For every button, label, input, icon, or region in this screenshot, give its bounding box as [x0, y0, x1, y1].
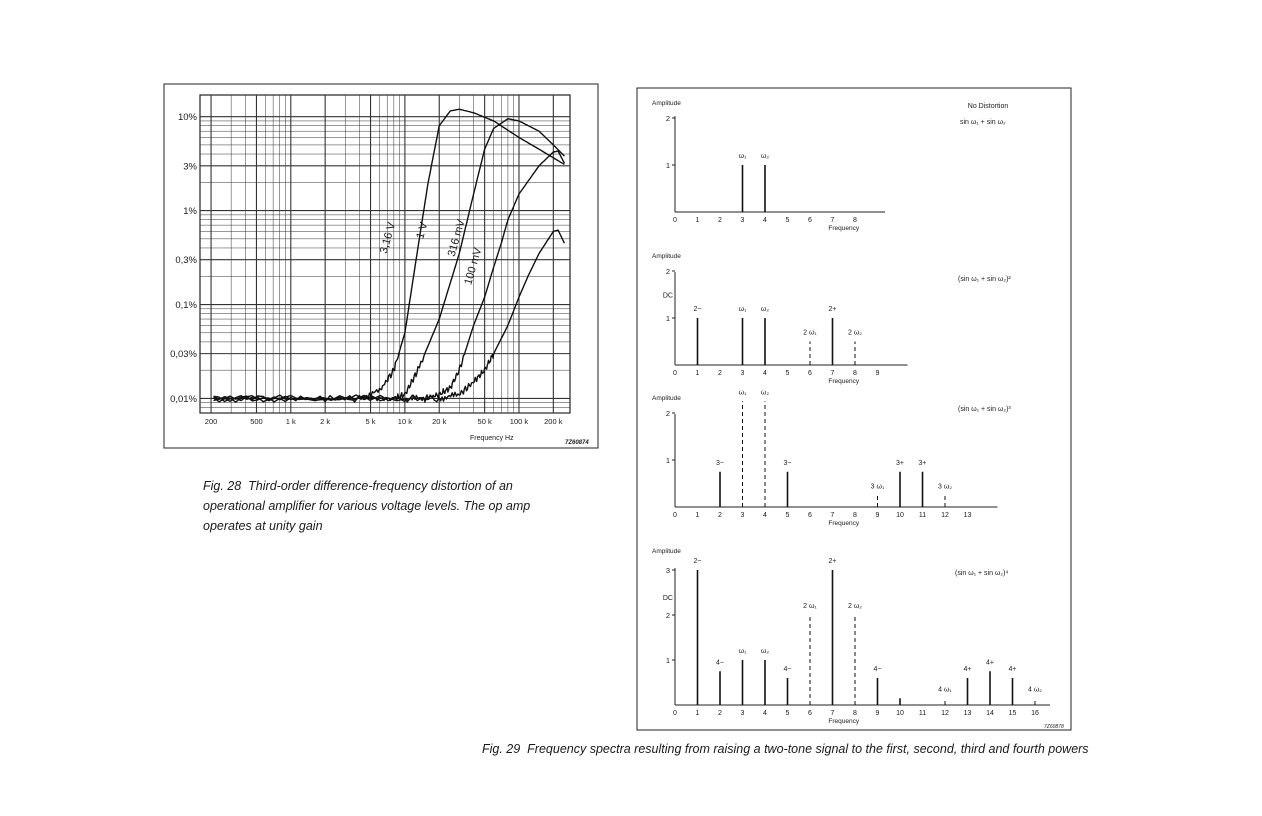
fig29-x-tick-label: 16	[1031, 710, 1039, 717]
fig28-y-tick-label: 3%	[183, 161, 197, 173]
fig29-line-label: 3 ω₁	[870, 483, 885, 491]
fig29-line-label: ω₂	[760, 389, 770, 397]
fig29-x-tick-label: 11	[918, 710, 927, 717]
fig29-x-tick-label: 7	[830, 370, 835, 377]
fig28-series-label: 316 mV	[445, 218, 468, 258]
fig29-x-tick-label: 2	[718, 217, 722, 224]
fig29-x-tick-label: 8	[853, 710, 857, 717]
fig28-y-tick-label: 0,03%	[170, 349, 197, 361]
fig29-x-tick-label: 14	[986, 710, 994, 717]
fig29-x-tick-label: 8	[853, 370, 857, 377]
fig29-caption	[482, 741, 1122, 757]
fig29-x-tick-label: 3	[740, 512, 745, 519]
fig29-x-tick-label: 10	[896, 710, 904, 717]
fig29-x-tick-label: 4	[763, 370, 767, 377]
fig29-line-label: ω₁	[738, 389, 747, 397]
fig29-x-tick-label: 0	[673, 710, 677, 717]
fig29-panel-3	[652, 389, 1011, 527]
fig29-x-tick-label: 1	[695, 370, 700, 377]
fig29-line-label: 2−	[693, 558, 702, 565]
fig29-x-tick-label: 7	[830, 512, 835, 519]
fig29-x-tick-label: 12	[941, 710, 949, 717]
fig29-formula: (sin ω₁ + sin ω₂)³	[958, 406, 1011, 413]
fig29-x-tick-label: 3	[740, 217, 745, 224]
fig29-panels	[652, 100, 1050, 725]
fig29-y-tick-label: 2	[665, 611, 670, 620]
fig29-x-tick-label: 9	[875, 370, 880, 377]
fig29-x-tick-label: 4	[763, 217, 767, 224]
fig28-y-tick-label: 1%	[183, 206, 197, 218]
fig29-x-axis-label: Frequency	[828, 718, 860, 725]
fig28-x-tick-label: 5 k	[365, 417, 376, 426]
fig28-series-label: 3,16 V	[377, 221, 399, 255]
fig29-amplitude-label: Amplitude	[652, 395, 681, 402]
fig29-y-tick-label: 2	[665, 114, 670, 123]
fig29-x-tick-label: 6	[808, 512, 812, 519]
fig29-line-label: 4+	[1008, 666, 1017, 673]
fig29-y-tick-label: 2	[665, 409, 670, 418]
fig29-panel-2	[652, 253, 1011, 385]
fig29-x-tick-label: 11	[918, 512, 927, 519]
fig29-line-label: 4−	[716, 659, 724, 667]
fig29-x-tick-label: 9	[875, 710, 880, 717]
fig29-x-tick-label: 13	[963, 710, 972, 717]
fig29-line-label: 4−	[873, 666, 882, 673]
fig29-x-tick-label: 7	[830, 217, 835, 224]
fig29-y-tick-label: 2	[665, 267, 670, 276]
fig28-x-tick-label: 1 k	[285, 417, 296, 426]
fig29-x-tick-label: 4	[763, 512, 767, 519]
fig29-formula: sin ω₁ + sin ω₂	[960, 119, 1006, 126]
fig29-x-tick-label: 8	[853, 512, 857, 519]
fig28-y-tick-label: 0,1%	[175, 300, 197, 312]
fig29-x-tick-label: 5	[785, 217, 790, 224]
fig29-caption-number: Fig. 29	[482, 742, 521, 756]
fig29-x-tick-label: 9	[875, 512, 880, 519]
fig29-x-axis-label: Frequency	[828, 520, 860, 527]
fig29-x-tick-label: 3	[740, 710, 745, 717]
fig28-y-tick-label: 10%	[177, 112, 197, 124]
fig29-line-label: 2−	[693, 306, 702, 313]
fig28-x-tick-label: 100 k	[509, 417, 529, 426]
fig29-y-tick-label: 1	[665, 314, 670, 323]
fig29-x-tick-label: 0	[673, 370, 677, 377]
fig28-series-label: 100 mV	[462, 246, 485, 287]
fig29-line-label: 2+	[828, 306, 837, 313]
fig28-caption	[203, 476, 543, 536]
fig29-x-tick-label: 6	[808, 710, 812, 717]
fig29-amplitude-label: Amplitude	[652, 548, 681, 555]
fig28-figure-code: 7Z60874	[565, 440, 589, 446]
fig29-amplitude-label: Amplitude	[652, 253, 681, 260]
fig29-x-tick-label: 5	[785, 370, 790, 377]
fig29-x-tick-label: 1	[695, 710, 700, 717]
fig29-x-tick-label: 3	[740, 370, 745, 377]
fig28-y-tick-label: 0,01%	[170, 393, 197, 405]
fig29-line-label: ω₂	[760, 153, 770, 160]
fig29-x-tick-label: 1	[695, 217, 700, 224]
fig29-line-label: 4 ω₁	[938, 686, 952, 694]
fig29-x-axis-label: Frequency	[828, 225, 860, 232]
fig29-x-tick-label: 1	[695, 512, 700, 519]
fig28-x-tick-label: 2 k	[320, 417, 331, 426]
fig28-x-axis-label: Frequency Hz	[470, 435, 514, 442]
fig29-x-tick-label: 12	[941, 512, 949, 519]
fig29-x-tick-label: 13	[963, 512, 972, 519]
fig28-x-tick-label: 200 k	[544, 417, 563, 426]
fig29-line-label: ω₁	[738, 306, 747, 313]
fig29-x-axis-label: Frequency	[828, 378, 860, 385]
fig29-x-tick-label: 2	[718, 370, 722, 377]
fig29-x-tick-label: 15	[1008, 710, 1017, 717]
fig29-panel-1	[652, 100, 1008, 232]
fig29-x-tick-label: 8	[853, 217, 857, 224]
fig29-line-label: 4 ω₂	[1027, 686, 1043, 694]
fig29-y-tick-label: 1	[665, 656, 670, 665]
fig29-x-tick-label: 10	[896, 512, 904, 519]
fig29-x-tick-label: 2	[718, 512, 722, 519]
fig29-panel-title: No Distortion	[967, 103, 1009, 110]
fig29-x-tick-label: 6	[808, 370, 812, 377]
fig29-formula: (sin ω₁ + sin ω₂)²	[958, 276, 1011, 283]
fig29-formula: (sin ω₁ + sin ω₂)⁴	[955, 570, 1009, 577]
fig29-dc-label: DC	[662, 595, 673, 602]
fig29-x-tick-label: 2	[718, 710, 722, 717]
fig29-line-label: 4+	[963, 666, 972, 673]
fig29-line-label: 2 ω₂	[847, 603, 863, 610]
fig28-x-tick-label: 200	[204, 417, 218, 426]
fig29-x-tick-label: 6	[808, 217, 812, 224]
fig29-x-tick-label: 5	[785, 512, 790, 519]
fig29-line-label: 3+	[918, 459, 927, 467]
fig29-line-label: ω₂	[760, 648, 770, 655]
fig28-y-tick-label: 0,3%	[175, 255, 197, 267]
fig29-x-tick-label: 0	[673, 217, 677, 224]
fig29-line-label: 3+	[896, 459, 904, 467]
fig29-line-label: 4+	[986, 659, 994, 667]
fig29-line-label: ω₂	[760, 306, 770, 313]
fig29-x-tick-label: 7	[830, 710, 835, 717]
fig28-series-label: 1 V	[414, 221, 431, 241]
fig29-caption-text: Frequency spectra resulting from raising a two-tone signal to the first, second, third and fourth powers	[527, 742, 1089, 756]
fig29-dc-label: DC	[662, 292, 673, 300]
fig29-line-label: ω₁	[738, 153, 747, 160]
fig29-line-label: ω₁	[738, 648, 747, 655]
fig28-x-tick-label: 50 k	[477, 417, 492, 426]
fig29-figure-code: 7Z60878	[1044, 724, 1064, 730]
fig29-line-label: 3−	[783, 459, 792, 467]
fig29-line-label: 2+	[828, 558, 837, 565]
fig29-line-label: 2 ω₂	[847, 329, 863, 337]
fig28-x-tick-label: 20 k	[432, 417, 447, 426]
fig29-amplitude-label: Amplitude	[652, 100, 681, 107]
fig29-line-label: 4−	[783, 666, 792, 673]
fig29-y-tick-label: 1	[665, 161, 670, 170]
fig28-caption-text: Third-order difference-frequency distortion of an operational amplifier for various voltage levels. The op amp operates at unity gain	[203, 479, 531, 533]
fig29-x-tick-label: 4	[763, 710, 767, 717]
fig28-x-tick-label: 10 k	[397, 417, 412, 426]
fig29-y-tick-label: 3	[665, 566, 670, 575]
fig29-x-tick-label: 0	[673, 512, 677, 519]
fig29-x-tick-label: 5	[785, 710, 790, 717]
fig29-line-label: 2 ω₁	[803, 329, 817, 337]
fig29-panel-4	[652, 548, 1050, 725]
fig29-line-label: 3−	[716, 459, 724, 467]
fig29-y-tick-label: 1	[665, 456, 670, 465]
fig28-caption-number: Fig. 28	[203, 479, 242, 493]
fig29-line-label: 2 ω₁	[803, 603, 817, 610]
fig28-x-tick-label: 500	[250, 417, 263, 426]
fig29-line-label: 3 ω₂	[937, 483, 953, 491]
